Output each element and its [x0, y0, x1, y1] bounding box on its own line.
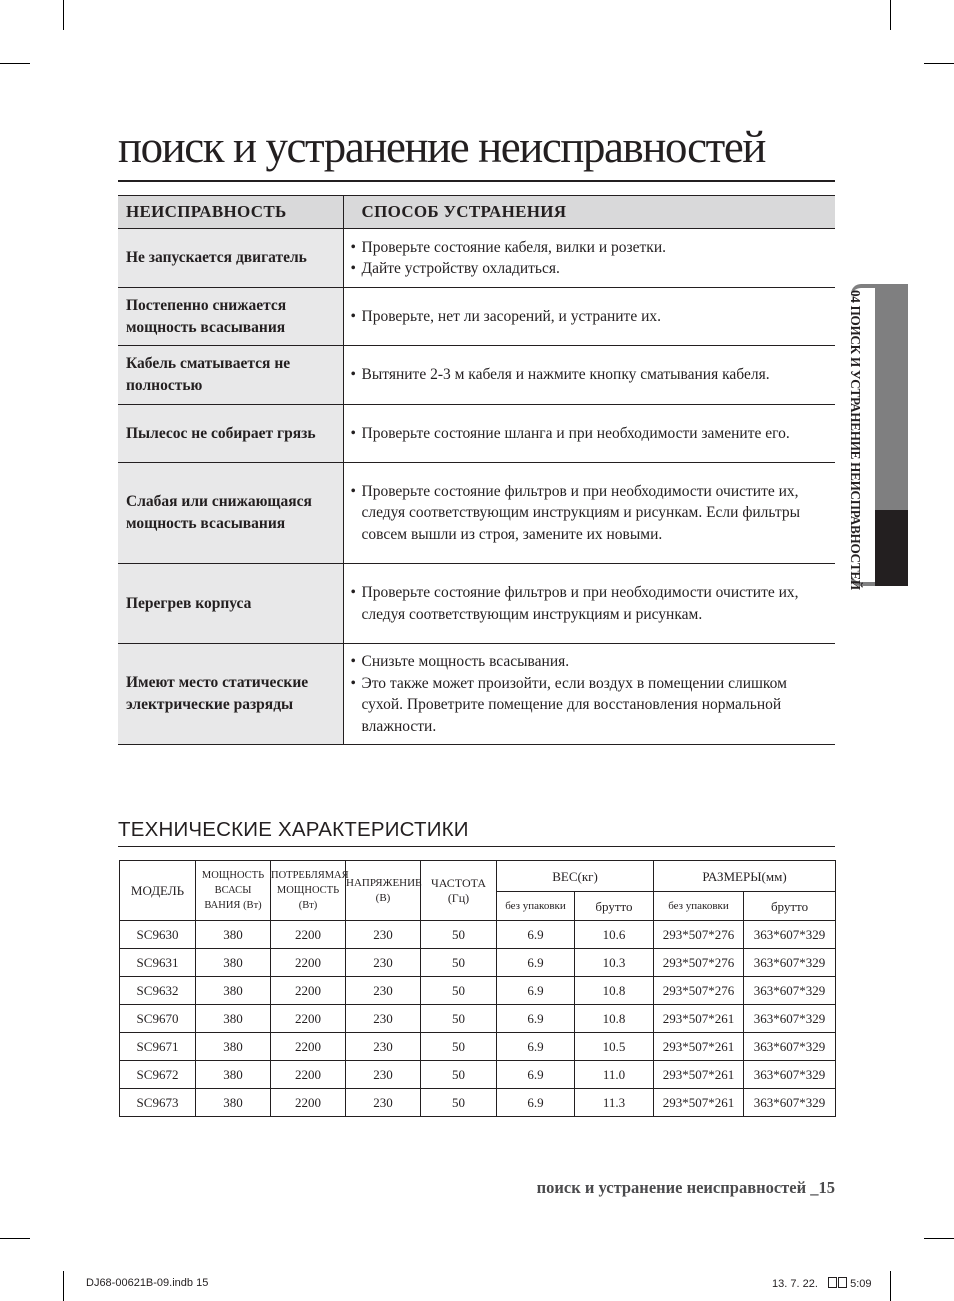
frequency-cell: 50 — [421, 921, 497, 949]
dimensions-net-header: без упаковки — [654, 892, 744, 921]
model-cell: SC9631 — [120, 949, 196, 977]
table-row — [120, 1033, 836, 1061]
specs-heading: ТЕХНИЧЕСКИЕ ХАРАКТЕРИСТИКИ — [118, 818, 469, 841]
remedy-item: • Проверьте, нет ли засорений, и устраните их. — [351, 306, 832, 328]
fault-cell: Не запускается двигатель — [118, 229, 343, 288]
title-rule — [118, 180, 835, 182]
fault-cell: Слабая или снижающаяся мощность всасывания — [118, 463, 343, 564]
remedy-item: • Проверьте состояние фильтров и при необходимости очистите их, следуя соответствующим инструкциям и рисункам. Если фильтры совсем вышли из строя, замените их новыми. — [351, 481, 832, 546]
power-consumption-cell: 2200 — [271, 1061, 346, 1089]
dimensions-gross-cell: 363*607*329 — [744, 1005, 836, 1033]
weight-gross-cell: 10.5 — [575, 1033, 654, 1061]
model-cell: SC9673 — [120, 1089, 196, 1117]
remedy-item: • Проверьте состояние кабеля, вилки и розетки. — [351, 237, 832, 259]
fault-cell: Кабель сматывается не полностью — [118, 346, 343, 405]
voltage-cell: 230 — [346, 1005, 421, 1033]
model-cell: SC9630 — [120, 921, 196, 949]
power-consumption-cell: 2200 — [271, 921, 346, 949]
weight-gross-cell: 11.3 — [575, 1089, 654, 1117]
dimensions-gross-header: брутто — [744, 892, 836, 921]
crop-mark — [63, 0, 64, 30]
power-consumption-cell: 2200 — [271, 1033, 346, 1061]
suction-power-cell: 380 — [196, 1061, 271, 1089]
dimensions-gross-cell: 363*607*329 — [744, 949, 836, 977]
page-footer-label: поиск и устранение неисправностей _15 — [536, 1178, 835, 1197]
weight-gross-cell: 11.0 — [575, 1061, 654, 1089]
weight-net-cell: 6.9 — [497, 949, 575, 977]
print-slug-date — [772, 1277, 872, 1290]
weight-net-cell: 6.9 — [497, 1033, 575, 1061]
suction-power-header: МОЩНОСТЬ ВСАСЫ ВАНИЯ (Вт) — [196, 861, 271, 921]
specs-header-row — [120, 861, 836, 892]
dimensions-gross-cell: 363*607*329 — [744, 977, 836, 1005]
power-consumption-cell: 2200 — [271, 1089, 346, 1117]
dimensions-net-cell: 293*507*261 — [654, 1061, 744, 1089]
weight-gross-header: брутто — [575, 892, 654, 921]
remedy-item: • Это также может произойти, если воздух в помещении слишком сухой. Проветрите помещение для восстановления нормальной влажности. — [351, 673, 832, 738]
power-consumption-cell: 2200 — [271, 977, 346, 1005]
crop-mark — [0, 63, 30, 64]
remedy-cell — [343, 644, 835, 745]
remedy-item: • Проверьте состояние фильтров и при необходимости очистите их, следуя соответствующим инструкциям и рисункам. — [351, 582, 832, 625]
table-row — [118, 229, 835, 288]
specs-heading-rule — [118, 846, 835, 847]
model-cell: SC9632 — [120, 977, 196, 1005]
remedy-item: • Проверьте состояние шланга и при необходимости замените его. — [351, 423, 832, 445]
frequency-cell: 50 — [421, 977, 497, 1005]
suction-power-cell: 380 — [196, 1033, 271, 1061]
chapter-tab-marker — [875, 510, 908, 586]
fault-column-header: НЕИСПРАВНОСТЬ — [118, 196, 343, 229]
table-row — [118, 405, 835, 463]
remedy-cell — [343, 405, 835, 463]
dimensions-net-cell: 293*507*261 — [654, 1089, 744, 1117]
specs-table — [119, 860, 836, 1117]
remedy-cell — [343, 229, 835, 288]
suction-power-cell: 380 — [196, 1005, 271, 1033]
frequency-cell: 50 — [421, 1089, 497, 1117]
dimensions-gross-cell: 363*607*329 — [744, 1033, 836, 1061]
table-row — [120, 1089, 836, 1117]
remedy-cell — [343, 288, 835, 346]
weight-gross-cell: 10.8 — [575, 977, 654, 1005]
frequency-cell: 50 — [421, 1033, 497, 1061]
table-row — [120, 977, 836, 1005]
voltage-cell: 230 — [346, 949, 421, 977]
table-row — [118, 644, 835, 745]
crop-mark — [924, 1238, 954, 1239]
crop-mark — [0, 1238, 30, 1239]
table-row — [118, 346, 835, 405]
dimensions-net-cell: 293*507*276 — [654, 977, 744, 1005]
weight-net-cell: 6.9 — [497, 977, 575, 1005]
weight-net-cell: 6.9 — [497, 921, 575, 949]
fault-cell: Пылесос не собирает грязь — [118, 405, 343, 463]
box-glyph-icon — [838, 1277, 847, 1288]
power-consumption-cell: 2200 — [271, 949, 346, 977]
voltage-header: НАПРЯЖЕНИЕ (В) — [346, 861, 421, 921]
troubleshooting-table — [118, 195, 835, 745]
box-glyph-icon — [828, 1277, 837, 1288]
dimensions-gross-cell: 363*607*329 — [744, 1089, 836, 1117]
crop-mark — [890, 1271, 891, 1301]
suction-power-cell: 380 — [196, 1089, 271, 1117]
frequency-header: ЧАСТОТА (Гц) — [421, 861, 497, 921]
fault-cell: Имеют место статические электрические разряды — [118, 644, 343, 745]
fault-cell: Постепенно снижается мощность всасывания — [118, 288, 343, 346]
remedy-item: • Вытяните 2-3 м кабеля и нажмите кнопку сматывания кабеля. — [351, 364, 832, 386]
slug-time: 5:09 — [850, 1278, 872, 1290]
power-consumption-cell: 2200 — [271, 1005, 346, 1033]
table-row — [120, 1005, 836, 1033]
suction-power-cell: 380 — [196, 921, 271, 949]
table-row — [120, 921, 836, 949]
fault-cell: Перегрев корпуса — [118, 564, 343, 644]
power-consumption-header: ПОТРЕБЛЯМАЯ МОЩНОСТЬ (Вт) — [271, 861, 346, 921]
voltage-cell: 230 — [346, 977, 421, 1005]
remedy-item: • Снизьте мощность всасывания. — [351, 651, 832, 673]
voltage-cell: 230 — [346, 921, 421, 949]
table-row — [118, 463, 835, 564]
slug-date: 13. 7. 22. — [772, 1278, 818, 1290]
remedy-cell — [343, 346, 835, 405]
table-row — [120, 1061, 836, 1089]
page-title: поиск и устранение неисправностей — [118, 122, 765, 172]
crop-mark — [924, 63, 954, 64]
model-header: МОДЕЛЬ — [120, 861, 196, 921]
weight-net-cell: 6.9 — [497, 1005, 575, 1033]
frequency-cell: 50 — [421, 949, 497, 977]
remedy-column-header: СПОСОБ УСТРАНЕНИЯ — [343, 196, 835, 229]
crop-mark — [63, 1271, 64, 1301]
dimensions-net-cell: 293*507*276 — [654, 949, 744, 977]
voltage-cell: 230 — [346, 1089, 421, 1117]
chapter-tab-label: 04 ПОИСК И УСТРАНЕНИЕ НЕИСПРАВНОСТЕЙ — [848, 290, 863, 590]
weight-gross-cell: 10.8 — [575, 1005, 654, 1033]
model-cell: SC9671 — [120, 1033, 196, 1061]
weight-net-cell: 6.9 — [497, 1061, 575, 1089]
weight-net-header: без упаковки — [497, 892, 575, 921]
model-cell: SC9670 — [120, 1005, 196, 1033]
model-cell: SC9672 — [120, 1061, 196, 1089]
print-slug-file: DJ68-00621B-09.indb 15 — [86, 1277, 209, 1289]
dimensions-gross-cell: 363*607*329 — [744, 921, 836, 949]
frequency-cell: 50 — [421, 1061, 497, 1089]
weight-header: ВЕС(кг) — [497, 861, 654, 892]
voltage-cell: 230 — [346, 1033, 421, 1061]
suction-power-cell: 380 — [196, 977, 271, 1005]
table-row — [118, 288, 835, 346]
voltage-cell: 230 — [346, 1061, 421, 1089]
troubleshooting-header-row — [118, 196, 835, 229]
dimensions-net-cell: 293*507*261 — [654, 1005, 744, 1033]
weight-gross-cell: 10.6 — [575, 921, 654, 949]
dimensions-header: РАЗМЕРЫ(мм) — [654, 861, 836, 892]
remedy-item: • Дайте устройству охладиться. — [351, 258, 832, 280]
remedy-cell — [343, 463, 835, 564]
weight-net-cell: 6.9 — [497, 1089, 575, 1117]
dimensions-net-cell: 293*507*261 — [654, 1033, 744, 1061]
remedy-cell — [343, 564, 835, 644]
frequency-cell: 50 — [421, 1005, 497, 1033]
crop-mark — [890, 0, 891, 30]
dimensions-net-cell: 293*507*276 — [654, 921, 744, 949]
suction-power-cell: 380 — [196, 949, 271, 977]
dimensions-gross-cell: 363*607*329 — [744, 1061, 836, 1089]
table-row — [120, 949, 836, 977]
table-row — [118, 564, 835, 644]
weight-gross-cell: 10.3 — [575, 949, 654, 977]
